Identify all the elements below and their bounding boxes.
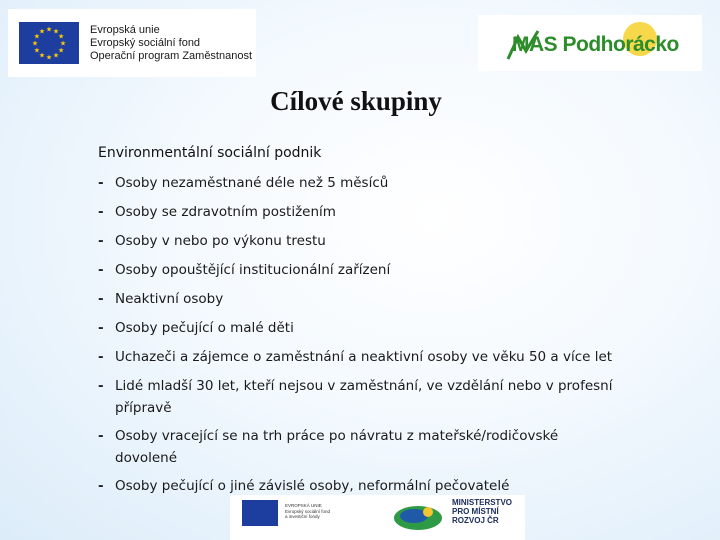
mas-logo-text: MAS Podhorácko (512, 33, 679, 56)
eu-logo-line-1: Evropská unie (90, 23, 160, 36)
list-item-text: Osoby pečující o malé děti (115, 320, 294, 336)
ministry-logo-text (452, 498, 512, 525)
dash-bullet-icon: - (98, 349, 104, 365)
list-item-text: Osoby opouštějící institucionální zařízení (115, 262, 391, 278)
footer-eu-text (285, 503, 330, 520)
list-item (98, 375, 658, 425)
list-item-text: Osoby vracející se na trh práce po návratu z mateřské/rodičovské (115, 428, 559, 444)
footer-eu-line-2: Evropský sociální fond (285, 508, 331, 514)
list-item (98, 230, 658, 259)
list-item-text-continued: přípravě (115, 400, 172, 416)
eu-star-icon: ★ (52, 52, 60, 60)
mas-podhoracko-logo (478, 15, 702, 71)
list-item-text: Osoby pečující o jiné závislé osoby, neformální pečovatelé (115, 478, 510, 494)
ministry-line-2: PRO MÍSTNÍ (452, 507, 499, 516)
footer-logos (230, 495, 525, 540)
slide-title: Cílové skupiny (270, 86, 442, 116)
list-item (98, 425, 658, 475)
ministry-line-3: ROZVOJ ČR (452, 516, 499, 525)
dash-bullet-icon: - (98, 291, 104, 307)
eu-star-icon: ★ (52, 28, 60, 36)
list-item-text: Neaktivní osoby (115, 291, 224, 307)
list-item (98, 259, 658, 288)
dash-bullet-icon: - (98, 204, 104, 220)
list-item-text: Lidé mladší 30 let, kteří nejsou v zaměstnání, ve vzdělání nebo v profesní (115, 378, 613, 394)
eu-logo-text (90, 24, 252, 63)
eu-star-icon: ★ (31, 40, 39, 48)
target-groups-list (98, 172, 658, 504)
eu-star-icon: ★ (59, 40, 67, 48)
eu-star-icon: ★ (45, 26, 53, 34)
eu-star-icon: ★ (38, 28, 46, 36)
dash-bullet-icon: - (98, 478, 104, 494)
list-item (98, 172, 658, 201)
eu-star-icon: ★ (38, 52, 46, 60)
list-item (98, 317, 658, 346)
ministry-line-1: MINISTERSTVO (452, 498, 513, 507)
list-item (98, 201, 658, 230)
eu-star-icon: ★ (57, 33, 65, 41)
footer-eu-line-3: a investiční fondy (285, 514, 320, 519)
regional-logo-icon (388, 498, 448, 538)
eu-star-icon: ★ (33, 33, 41, 41)
list-item-text: Osoby v nebo po výkonu trestu (115, 233, 326, 249)
eu-star-icon: ★ (45, 54, 53, 62)
slide-subtitle: Environmentální sociální podnik (98, 145, 322, 161)
list-item (98, 288, 658, 317)
eu-logo-line-3: Operační program Zaměstnanost (90, 49, 253, 62)
dash-bullet-icon: - (98, 428, 104, 444)
list-item-text-continued: dovolené (115, 450, 177, 466)
eu-star-icon: ★ (33, 47, 41, 55)
dash-bullet-icon: - (98, 175, 104, 191)
list-item-text: Osoby se zdravotním postižením (115, 204, 336, 220)
eu-logo-line-2: Evropský sociální fond (90, 36, 201, 49)
dash-bullet-icon: - (98, 233, 104, 249)
footer-eu-line-1: EVROPSKÁ UNIE (285, 503, 322, 508)
eu-flag-icon (19, 22, 79, 64)
list-item-text: Osoby nezaměstnané déle než 5 měsíců (115, 175, 389, 191)
dash-bullet-icon: - (98, 378, 104, 394)
list-item (98, 346, 658, 375)
dash-bullet-icon: - (98, 262, 104, 278)
eu-star-icon: ★ (57, 47, 65, 55)
list-item-text: Uchazeči a zájemce o zaměstnání a neaktivní osoby ve věku 50 a více let (115, 349, 613, 365)
eu-flag-small-icon (242, 500, 278, 526)
dash-bullet-icon: - (98, 320, 104, 336)
eu-esf-logo (8, 9, 256, 77)
